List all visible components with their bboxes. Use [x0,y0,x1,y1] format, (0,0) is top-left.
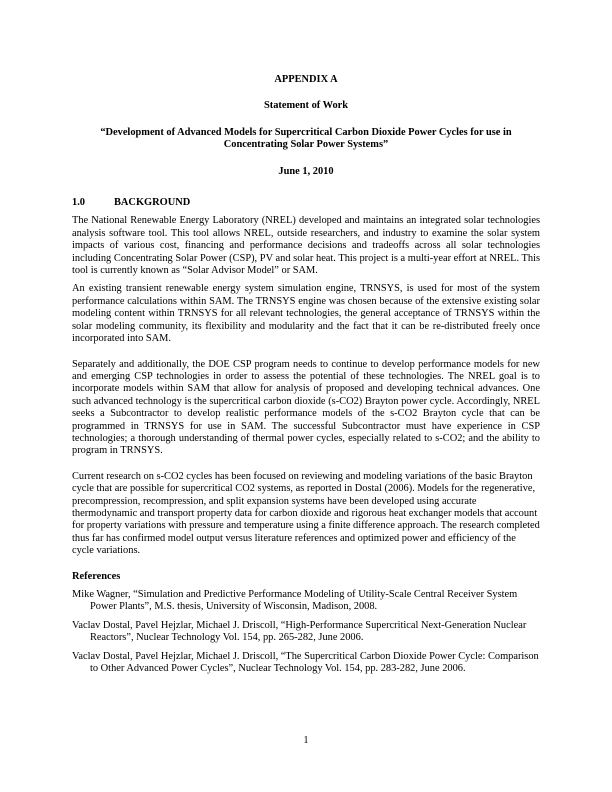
section-number: 1.0 [72,197,85,209]
section-title: BACKGROUND [114,197,191,209]
section-heading [72,197,540,209]
document-date: June 1, 2010 [278,165,334,177]
paragraph-current-research: Current research on s-CO2 cycles has been focused on reviewing and modeling variations of the basic Brayton cycle that are possible for supercritical CO2 systems, as reported in Dostal (2006). Models for the regenerative, precompression, recompression, and split expansion systems have been developed using accurate thermodynamic and transport property data for carbon dioxide and rigorous heat exchanger models that account for property variations with pressure and temperature using a finite difference approach. The research completed thus far has confirmed model output versus literature references and optimized power and efficiency of the cycle variations. [72,470,540,557]
document-title: “Development of Advanced Models for Supercritical Carbon Dioxide Power Cycles for use in Concentrating Solar Power Systems” [100,126,512,151]
reference-item: Vaclav Dostal, Pavel Hejzlar, Michael J. Driscoll, “The Supercritical Carbon Dioxide Power Cycle: Comparison to Other Advanced Power Cycles”, Nuclear Technology Vol. 154, pp. 283-282, June 2006. [72,650,539,675]
appendix-label: APPENDIX A [274,74,338,85]
references-heading: References [72,570,121,582]
paragraph-nrel-tool: The National Renewable Energy Laboratory (NREL) developed and maintains an integrated solar technologies analysis software tool. This tool allows NREL, outside researchers, and industry to examine the solar system impacts of various cost, financing and performance decisions and tradeoffs across all solar technologies including Concentrating Solar Power (CSP), PV and solar heat. This project is a multi-year effort at NREL. This tool is currently known as “Solar Advisor Model” or SAM. [72,215,540,277]
paragraph-doe-csp: Separately and additionally, the DOE CSP program needs to continue to develop performance models for new and emerging CSP technologies in order to assess the potential of these technologies. The NREL goal is to incorporate models within SAM that allow for analysis of proposed and developing technical advances. One such advanced technology is the supercritical carbon dioxide (s-CO2) Brayton power cycle. Accordingly, NREL seeks a Subcontractor to develop realistic performance models of the s-CO2 Brayton cycle that can be programmed in TRNSYS for use in SAM. The successful Subcontractor must have experience in CSP technologies; a thorough understanding of thermal power cycles, especially related to s-CO2; and the ability to program in TRNSYS. [72,358,540,457]
reference-item: Mike Wagner, “Simulation and Predictive Performance Modeling of Utility-Scale Central Receiver System Power Plants”, M.S. thesis, University of Wisconsin, Madison, 2008. [72,589,518,613]
paragraph-trnsys: An existing transient renewable energy system simulation engine, TRNSYS, is used for most of the system performance calculations within SAM. The TRNSYS engine was chosen because of the extensive existing solar modeling content within TRNSYS for all relevant technologies, the general acceptance of TRNSYS within the solar modeling community, its flexibility and modularity and the fact that it can be re-distributed freely once incorporated into SAM. [72,283,540,345]
reference-item: Vaclav Dostal, Pavel Hejzlar, Michael J. Driscoll, “High-Performance Supercritical Next-Generation Nuclear Reactors”, Nuclear Technology Vol. 154, pp. 265-282, June 2006. [72,619,527,644]
page-number: 1 [303,735,309,746]
document-subtitle: Statement of Work [263,100,349,112]
